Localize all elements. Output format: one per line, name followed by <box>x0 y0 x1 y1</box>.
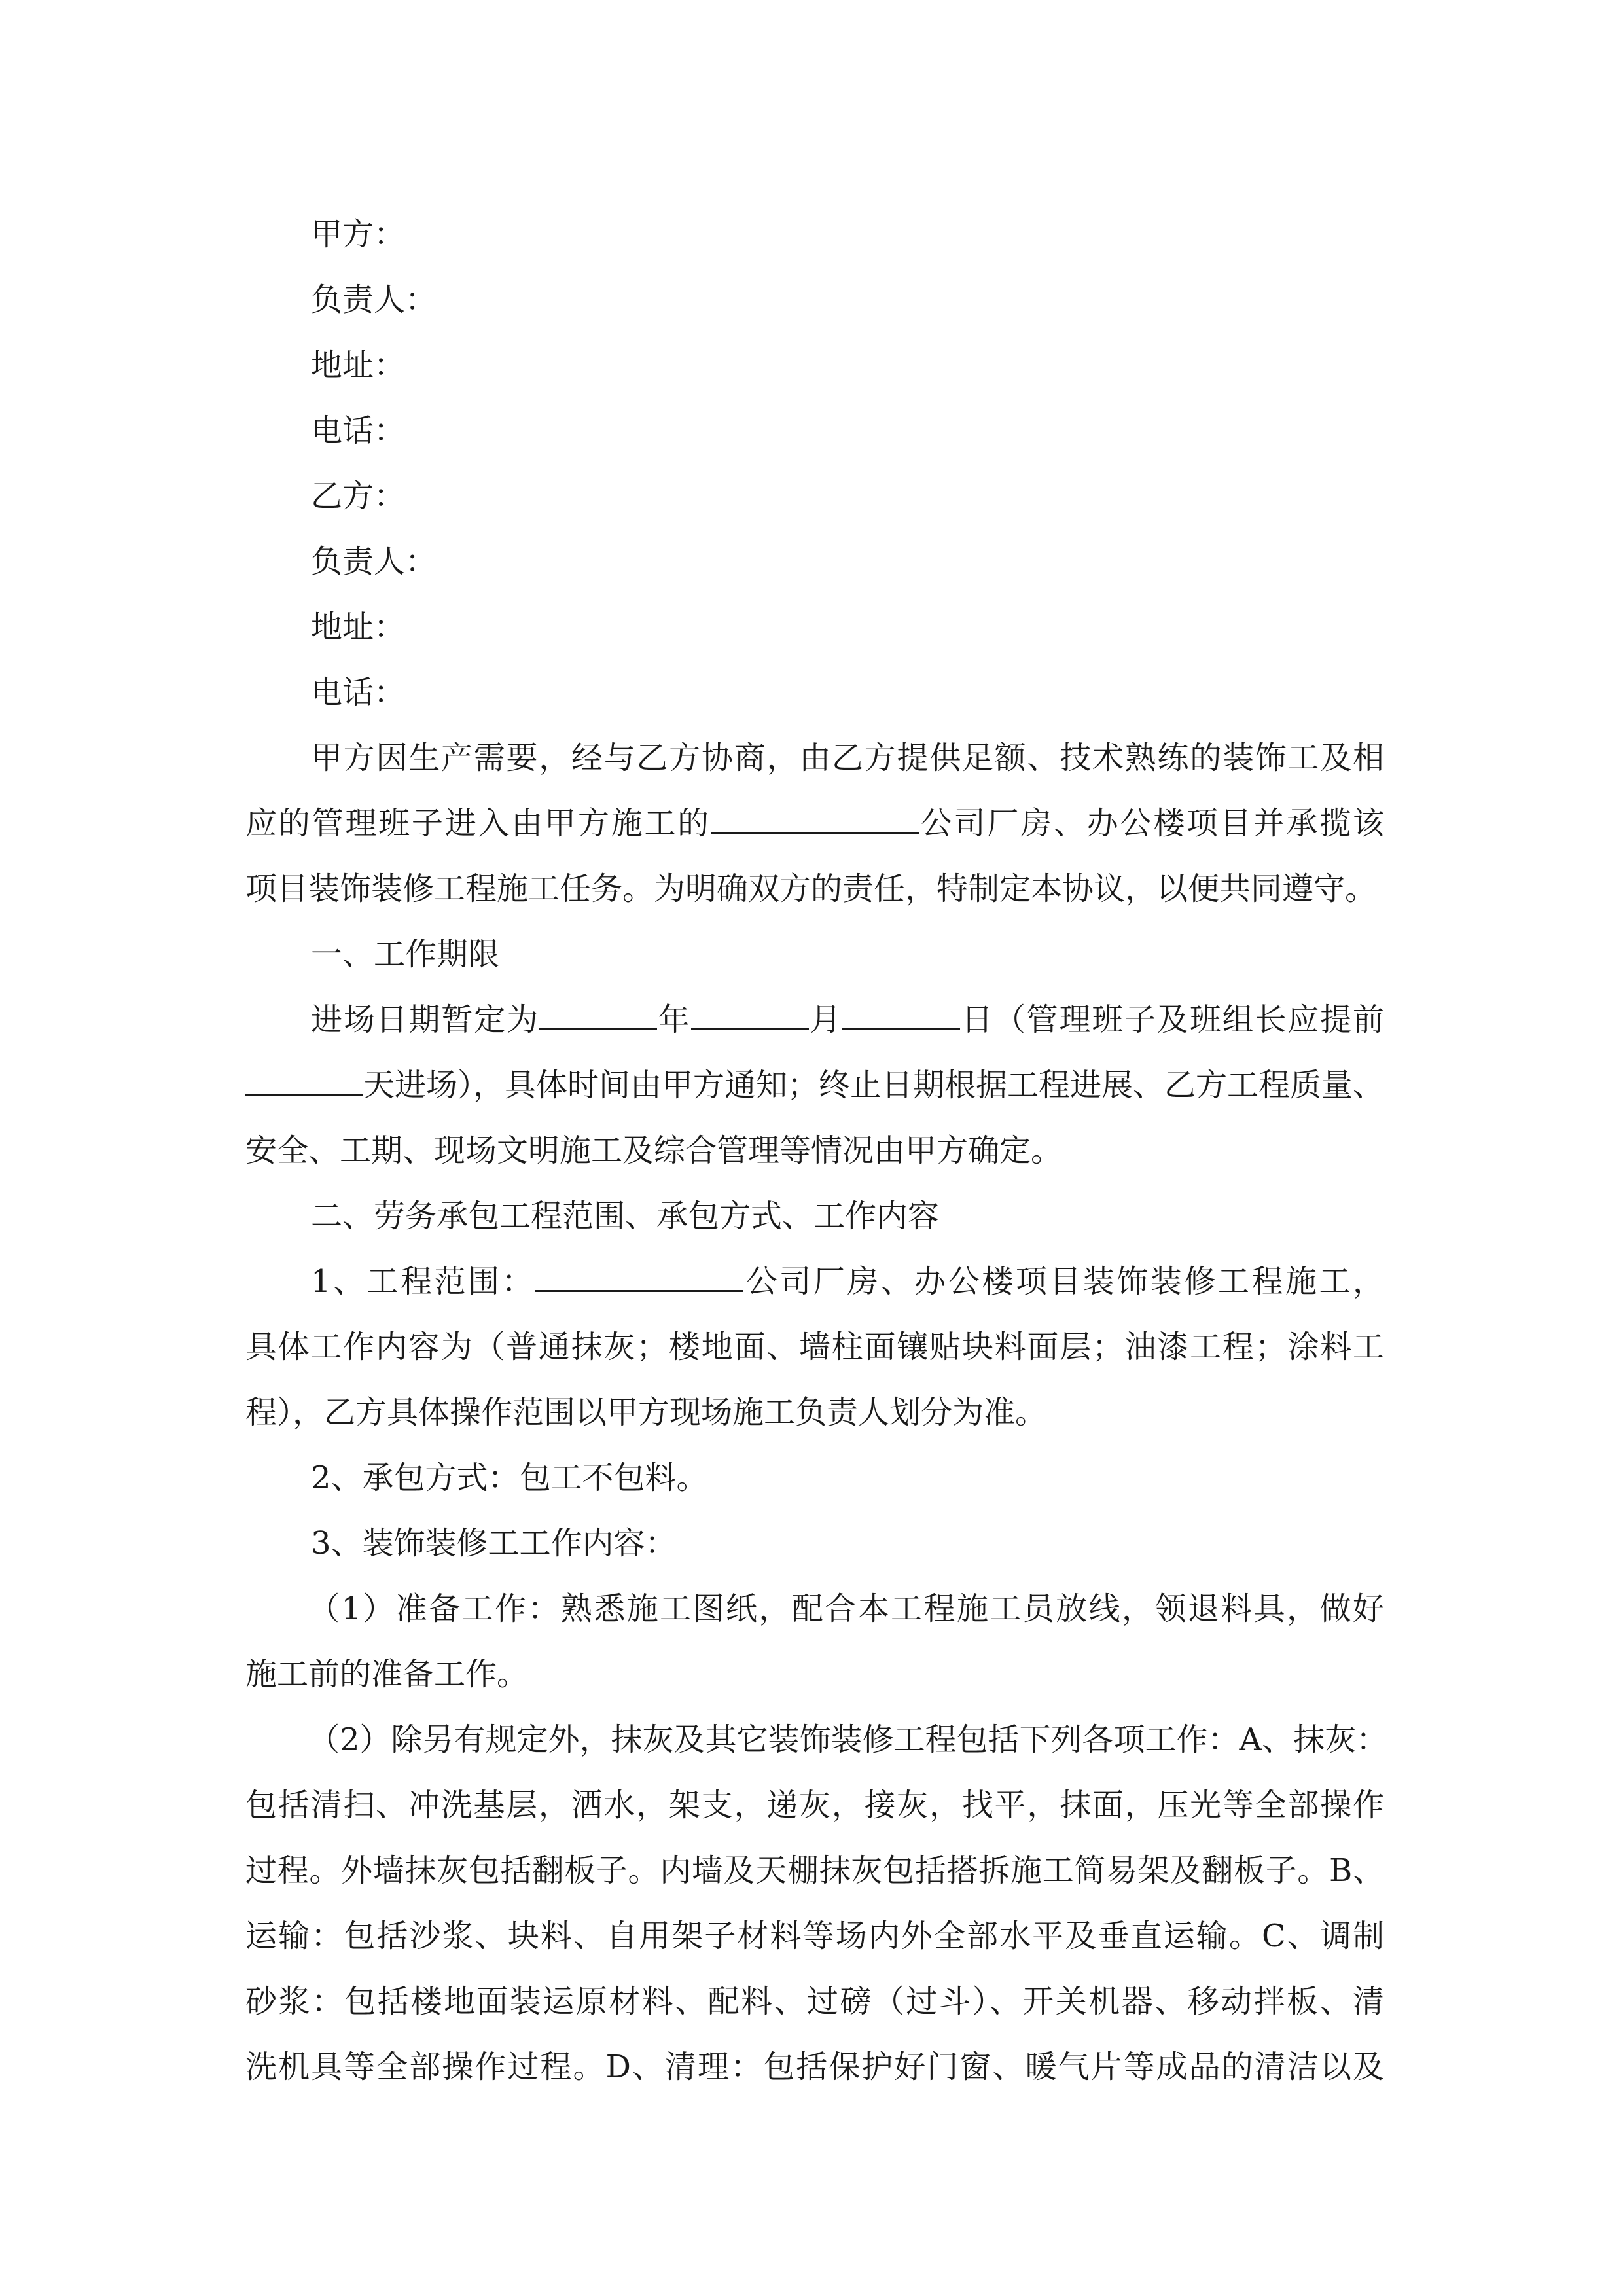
scope-line-1 <box>245 1249 1384 1314</box>
party-b-responsible: 负责人： <box>311 543 437 580</box>
intro-line-2-after: 公司厂房、办公楼项目并承揽该 <box>919 805 1384 842</box>
section-1-line-2-text: 天进场），具体时间由甲方通知；终止日期根据工程进展、乙方工程质量、 <box>363 1067 1385 1103</box>
intro-line-2 <box>245 791 1384 856</box>
other-work-line-2: 包括清扫、冲洗基层，洒水，架支，递灰，接灰，找平，抹面，压光等全部操作 <box>245 1787 1384 1823</box>
scope-label: 1、工程范围： <box>311 1263 536 1300</box>
section-1-line-2 <box>245 1052 1384 1118</box>
scope-company-blank <box>535 1264 743 1292</box>
entry-date-label: 进场日期暂定为 <box>311 1001 539 1038</box>
section-1-line-3: 安全、工期、现场文明施工及综合管理等情况由甲方确定。 <box>245 1132 1063 1169</box>
other-work-line-4: 运输：包括沙浆、块料、自用架子材料等场内外全部水平及垂直运输。C、调制 <box>245 1918 1384 1954</box>
entry-month-label: 月 <box>808 1001 843 1038</box>
section-1-heading: 一、工作期限 <box>311 936 500 973</box>
intro-line-2-before: 应的管理班子进入由甲方施工的 <box>245 805 711 842</box>
entry-month-blank <box>691 1002 809 1030</box>
section-1-line-1 <box>245 987 1384 1052</box>
work-content-heading: 3、装饰装修工工作内容： <box>311 1525 677 1562</box>
scope-line-3: 程），乙方具体操作范围以甲方现场施工负责人划分为准。 <box>245 1394 1047 1431</box>
entry-day-blank <box>842 1002 960 1030</box>
entry-year-blank <box>539 1002 657 1030</box>
prep-work-line-1: （1）准备工作：熟悉施工图纸，配合本工程施工员放线，领退料具，做好 <box>308 1590 1384 1627</box>
scope-line-1-after: 公司厂房、办公楼项目装饰装修工程施工， <box>743 1263 1384 1300</box>
other-work-line-3: 过程。外墙抹灰包括翻板子。内墙及天棚抹灰包括搭拆施工简易架及翻板子。B、 <box>245 1852 1384 1889</box>
project-company-blank <box>711 806 919 834</box>
party-a-phone: 电话： <box>311 412 406 449</box>
intro-line-3: 项目装饰装修工程施工任务。为明确双方的责任，特制定本协议，以便共同遵守。 <box>245 870 1377 907</box>
section-2-heading: 二、劳务承包工程范围、承包方式、工作内容 <box>311 1198 940 1234</box>
entry-day-label: 日（管理班子及班组长应提前 <box>960 1001 1384 1038</box>
party-a-responsible: 负责人： <box>311 281 437 318</box>
intro-line-1: 甲方因生产需要，经与乙方协商，由乙方提供足额、技术熟练的装饰工及相 <box>311 740 1384 776</box>
scope-line-2: 具体工作内容为（普通抹灰；楼地面、墙柱面镶贴块料面层；油漆工程；涂料工 <box>245 1329 1384 1365</box>
other-work-line-1: （2）除另有规定外，抹灰及其它装饰装修工程包括下列各项工作：A、抹灰： <box>308 1721 1388 1758</box>
entry-year-label: 年 <box>656 1001 691 1038</box>
party-b-label: 乙方： <box>311 478 406 514</box>
advance-days-blank <box>245 1067 363 1096</box>
party-b-address: 地址： <box>311 609 406 645</box>
party-a-label: 甲方： <box>311 216 406 253</box>
prep-work-line-2: 施工前的准备工作。 <box>245 1656 529 1693</box>
contract-body <box>245 202 1388 2100</box>
other-work-line-5: 砂浆：包括楼地面装运原材料、配料、过磅（过斗）、开关机器、移动拌板、清 <box>245 1983 1384 2020</box>
party-a-address: 地址： <box>311 347 406 384</box>
other-work-line-6: 洗机具等全部操作过程。D、清理：包括保护好门窗、暖气片等成品的清洁以及 <box>245 2049 1384 2085</box>
party-b-phone: 电话： <box>311 674 406 711</box>
contract-method: 2、承包方式：包工不包料。 <box>311 1460 708 1496</box>
